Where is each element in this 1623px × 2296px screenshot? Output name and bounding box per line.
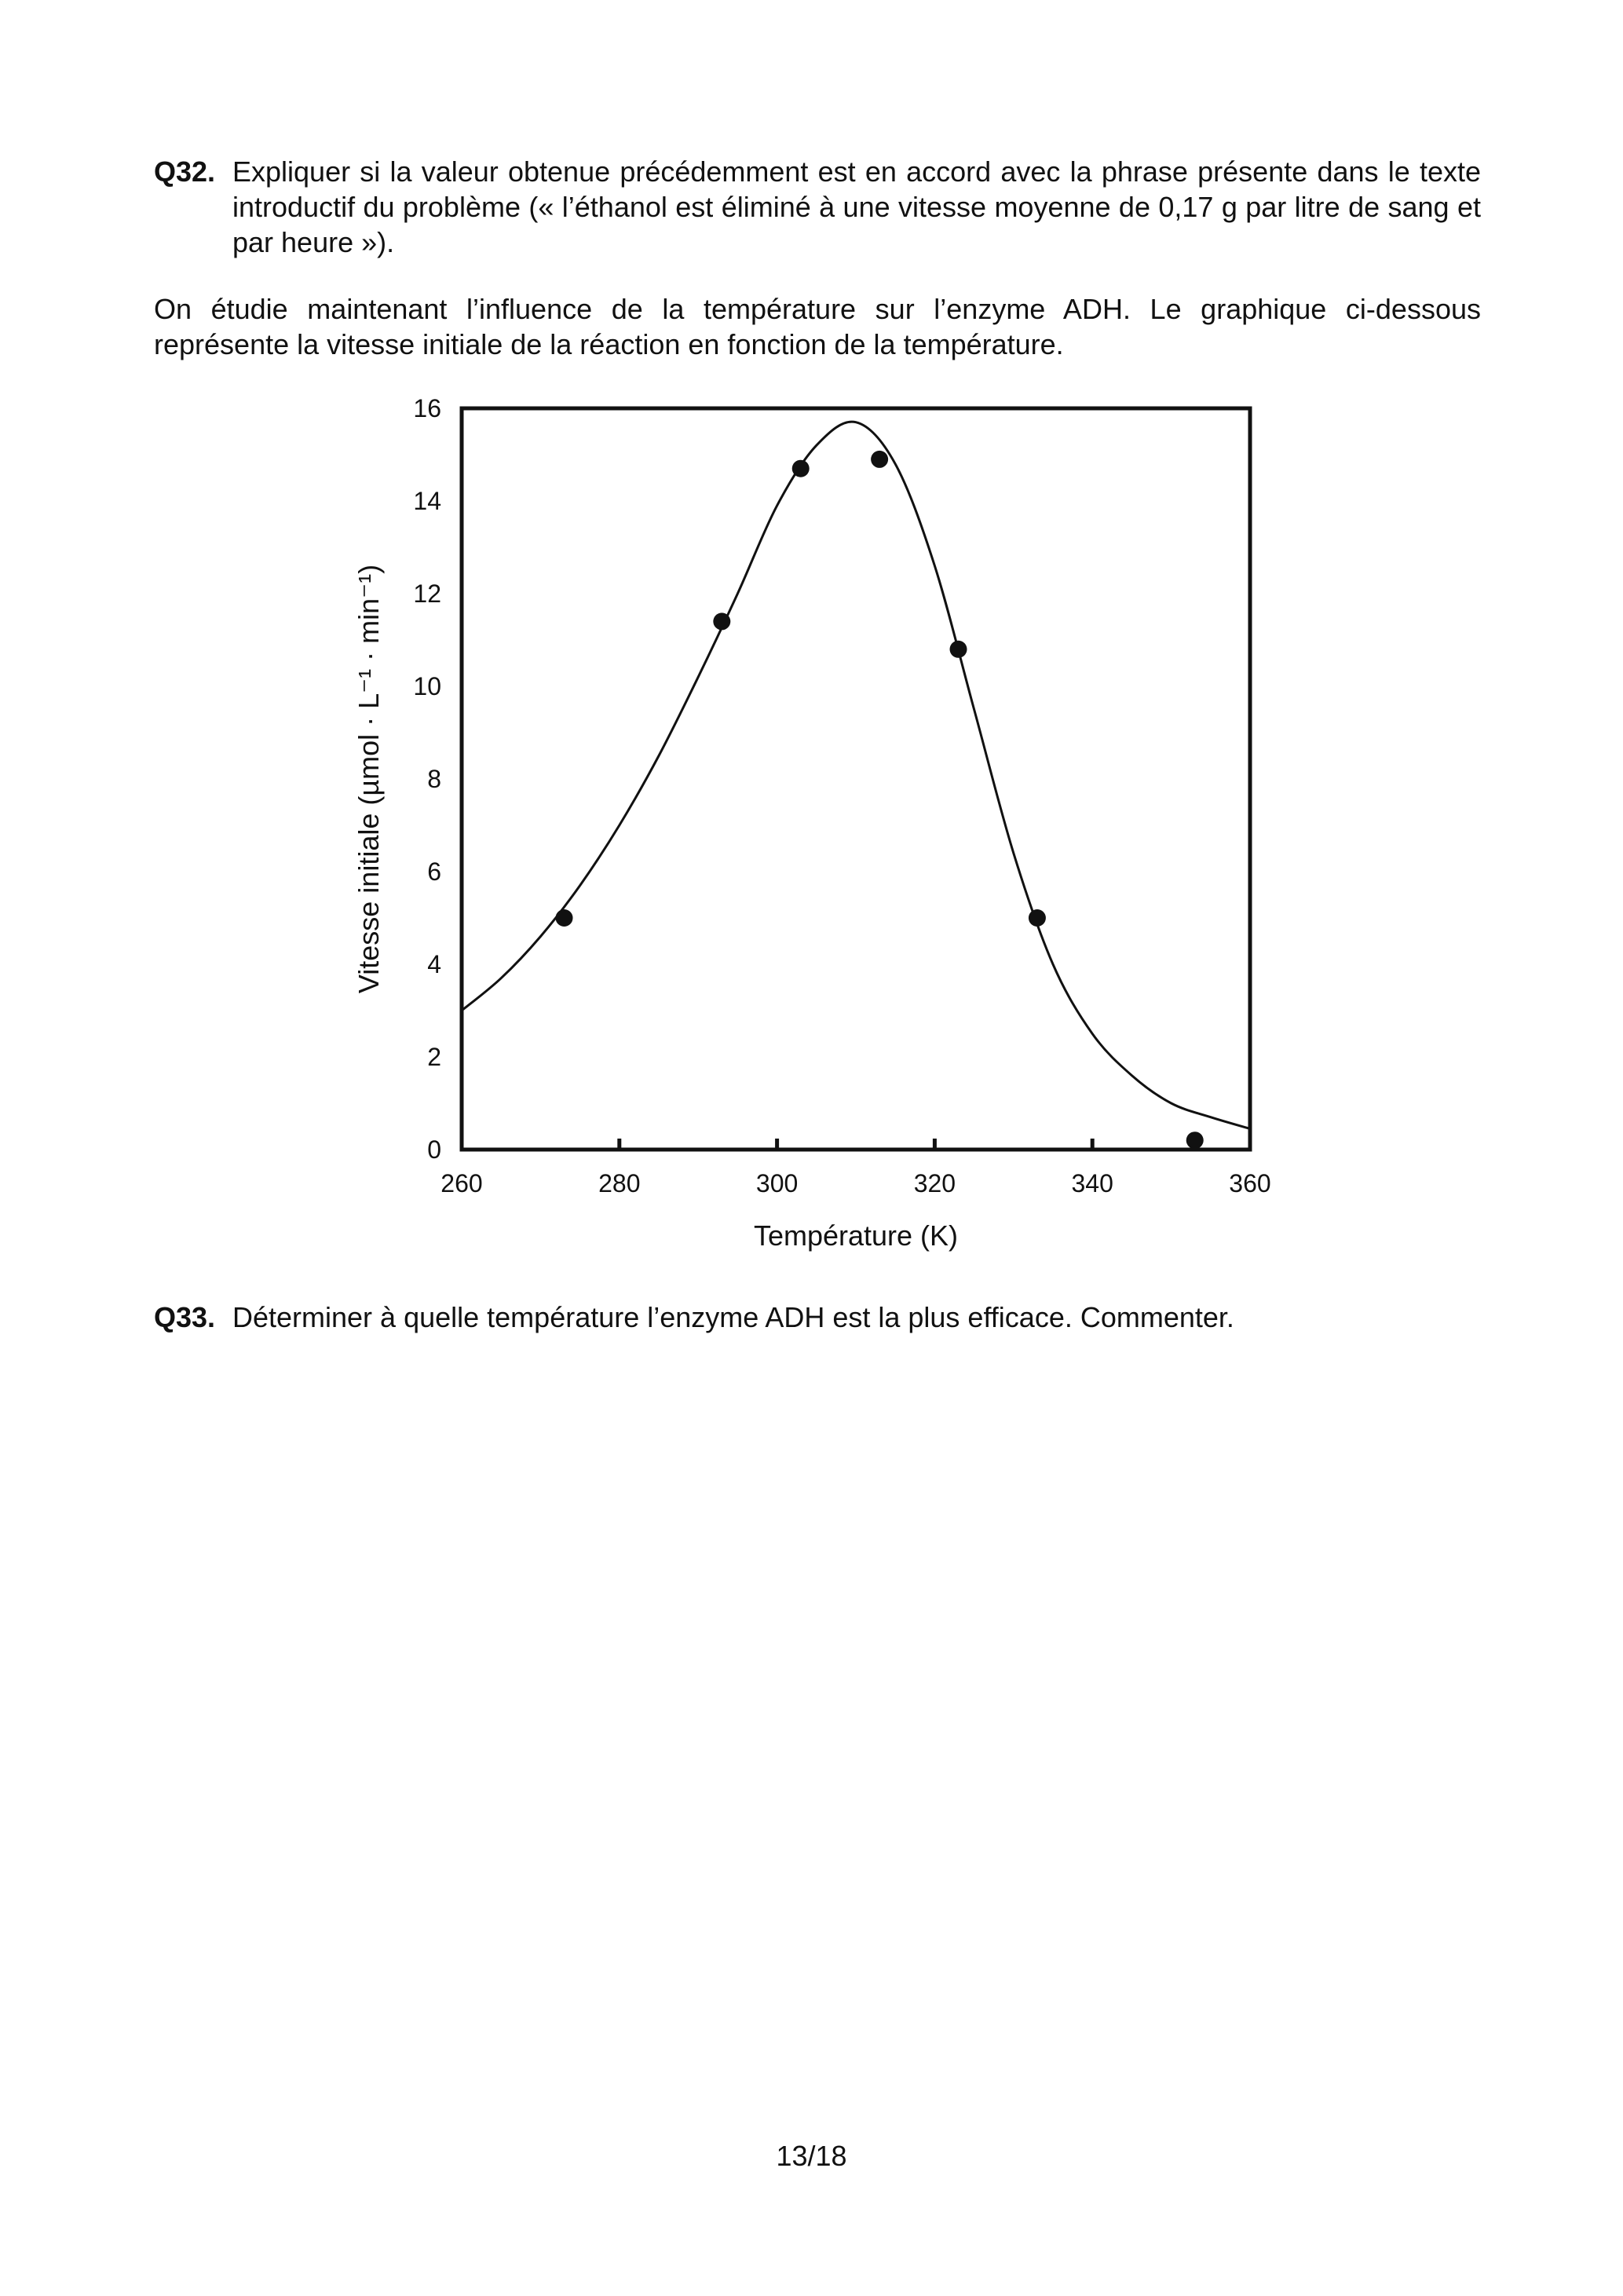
question-label: Q33. (154, 1301, 216, 1333)
y-tick-label: 0 (427, 1135, 441, 1164)
fit-curve (462, 422, 1250, 1128)
data-points (556, 451, 1204, 1149)
question-text: Déterminer à quelle température l’enzyme ADH est la plus efficace. Commenter. (232, 1301, 1234, 1333)
x-axis-label: Température (K) (753, 1219, 959, 1252)
data-point (792, 460, 810, 477)
intro-line-2: représente la vitesse initiale de la réaction en fonction de la température. (154, 328, 1064, 360)
y-tick-label: 8 (427, 765, 441, 793)
y-tick-label: 10 (413, 672, 441, 700)
data-point (950, 641, 967, 658)
chart-svg (338, 377, 1280, 1264)
question-label: Q32. (154, 155, 216, 188)
x-tick-label: 320 (913, 1169, 956, 1197)
data-point (1186, 1132, 1204, 1149)
x-tick-label: 300 (755, 1169, 799, 1197)
data-point (1029, 909, 1046, 927)
y-tick-label: 14 (413, 487, 441, 515)
y-tick-label: 16 (413, 394, 441, 422)
question-q33 (154, 1300, 1481, 1335)
data-point (871, 451, 888, 468)
x-tick-label: 280 (598, 1169, 641, 1197)
y-axis-label: Vitesse initiale (µmol · L⁻¹ · min⁻¹) (353, 564, 385, 994)
data-point (556, 909, 573, 927)
x-tick-label: 260 (440, 1169, 483, 1197)
y-tick-label: 4 (427, 950, 441, 978)
intro-line-1: On étudie maintenant l’influence de la température sur l’enzyme ADH. Le graphique ci-dessous (154, 293, 1481, 325)
question-text: Expliquer si la valeur obtenue précédemment est en accord avec la phrase présente dans le texte introductif du problème (« l’éthanol est éliminé à une vitesse moyenne de 0,17 g par litre de sang et par heure »). (232, 155, 1481, 258)
temperature-chart (338, 377, 1280, 1264)
plot-frame (462, 408, 1250, 1150)
data-point (713, 612, 730, 630)
question-q32 (154, 154, 1481, 260)
y-tick-label: 2 (427, 1043, 441, 1071)
axis-ticks (413, 394, 1270, 1197)
intro-paragraph (154, 291, 1481, 362)
y-tick-label: 12 (413, 579, 441, 608)
x-tick-label: 360 (1229, 1169, 1271, 1197)
x-tick-label: 340 (1071, 1169, 1113, 1197)
page-number: 13/18 (776, 2140, 847, 2172)
y-tick-label: 6 (427, 857, 441, 886)
